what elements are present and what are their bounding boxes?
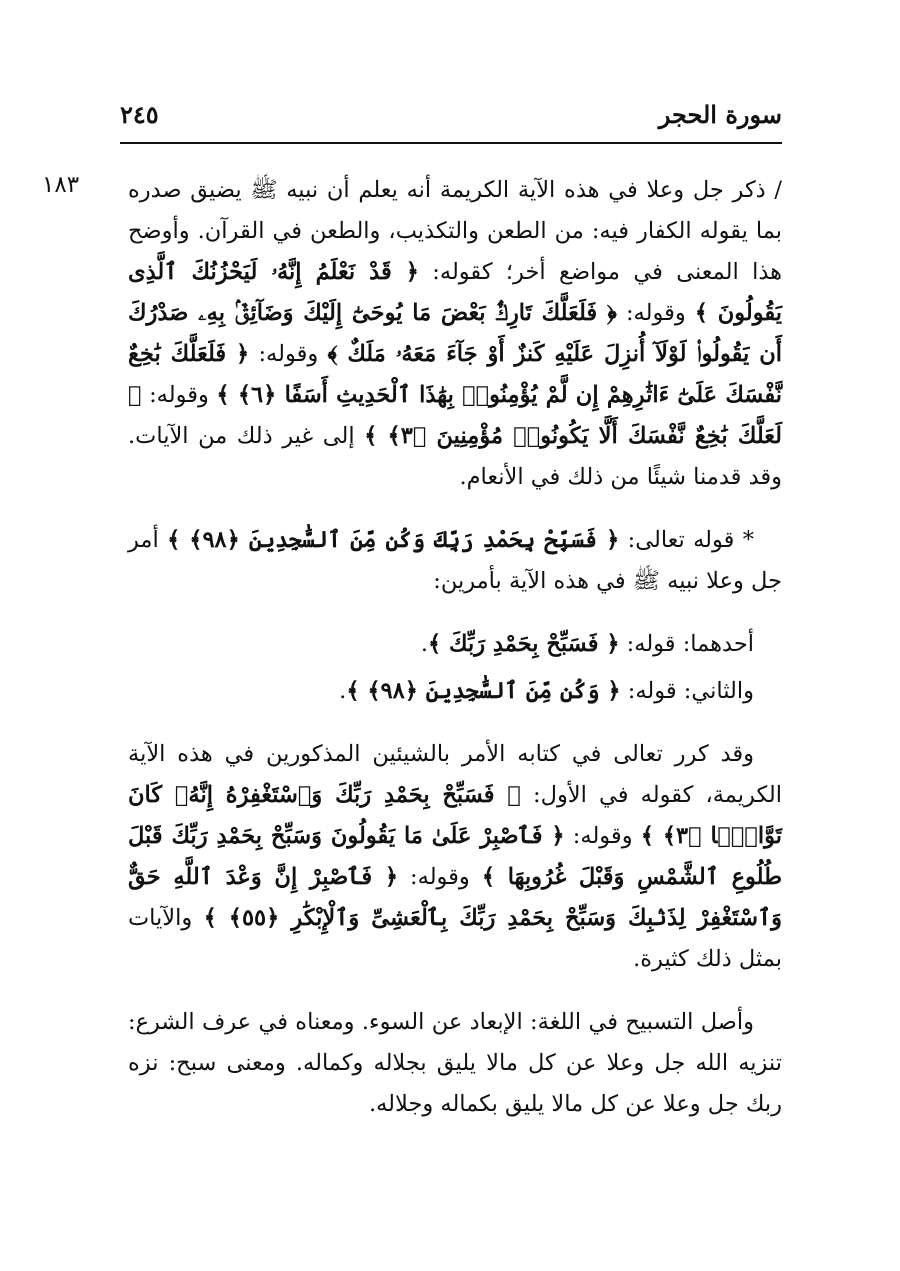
- quran-verse: ﴿ فَسَبِّحْ بِحَمْدِ رَبِّكَ وَٱسْتَغْفِرْهُ إِنَّهُۥ كَانَ تَوَّابًۢا ﴿٣﴾ ﴾: [128, 782, 782, 849]
- paragraph-text: أحدهما: قوله:: [619, 631, 754, 657]
- paragraph: [128, 734, 782, 980]
- paragraph-text: والثاني: قوله:: [620, 678, 754, 704]
- paragraph-text: وقوله:: [141, 382, 217, 408]
- paragraph: [128, 624, 782, 665]
- paragraph: [128, 1002, 782, 1125]
- body-text: [128, 170, 782, 1147]
- surah-title: سورة الحجر: [658, 100, 782, 129]
- paragraph-text: .: [420, 631, 428, 657]
- quran-verse: ﴿ قَدْ نَعْلَمُ إِنَّهُۥ لَيَحْزُنُكَ ٱلَّذِى يَقُولُونَ ﴾: [128, 259, 782, 326]
- paragraph: [128, 520, 782, 602]
- quran-verse: ﴿ لَعَلَّكَ بَٰخِعٌ نَّفْسَكَ أَلَّا يَكُونُوا۟ مُؤْمِنِينَ ﴿٣﴾ ﴾: [128, 382, 782, 449]
- quran-verse: ﴿ فَٱصْبِرْ إِنَّ وَعْدَ ٱللَّهِ حَقٌّ وَٱسْتَغْفِرْ لِذَنۢبِكَ وَسَبِّحْ بِحَمْدِ رَبِّكَ بِٱلْعَشِىِّ وَٱلْإِبْكَٰرِ ﴿٥٥﴾ ﴾: [128, 864, 782, 931]
- paragraph-text: وقوله:: [616, 300, 695, 326]
- quran-verse: ﴿ فَلَعَلَّكَ تَارِكٌۢ بَعْضَ مَا يُوحَىٰٓ إِلَيْكَ وَضَآئِقٌۢ بِهِۦ صَدْرُكَ أَن يَقُولُوا۟ لَوْلَآ أُنزِلَ عَلَيْهِ كَنزٌ أَوْ جَآءَ مَعَهُۥ مَلَكٌ ﴾: [128, 300, 782, 367]
- quran-verse: ﴿ فَلَعَلَّكَ بَٰخِعٌ نَّفْسَكَ عَلَىٰٓ ءَاثَٰرِهِمْ إِن لَّمْ يُؤْمِنُوا۟ بِهَٰذَا ٱلْحَدِيثِ أَسَفًا ﴿٦﴾ ﴾: [128, 341, 782, 408]
- paragraph: [128, 671, 782, 712]
- paragraph-text: وقوله:: [564, 823, 641, 849]
- paragraph-text: / ذكر جل وعلا في هذه الآية الكريمة أنه يعلم أن نبيه ﷺ يضيق صدره بما يقوله الكفار فيه: من الطعن والتكذيب، والطعن في القرآن. وأوضح هذا المعنى في مواضع أخر؛ كقوله:: [128, 177, 782, 285]
- paragraph-text: وقد كرر تعالى في كتابه الأمر بالشيئين المذكورين في هذه الآية الكريمة، كقوله في الأول:: [128, 741, 782, 808]
- paragraph-text: والآيات بمثل ذلك كثيرة.: [128, 905, 782, 972]
- page-header: [120, 100, 782, 146]
- header-rule: [120, 142, 782, 144]
- paragraph-text: * قوله تعالى:: [619, 527, 754, 553]
- page-number: ٢٤٥: [120, 100, 159, 129]
- paragraph-text: إلى غير ذلك من الآيات. وقد قدمنا شيئًا من ذلك في الأنعام.: [128, 423, 782, 490]
- quran-verse: ﴿ وَكُن مِّنَ ٱلسَّٰجِدِينَ ﴿٩٨﴾ ﴾: [346, 678, 621, 704]
- paragraph-text: أمر جل وعلا نبيه ﷺ في هذه الآية بأمرين:: [128, 527, 782, 594]
- paragraph: [128, 170, 782, 498]
- paragraph-text: .: [339, 678, 347, 704]
- paragraph-text: وقوله:: [249, 341, 328, 367]
- margin-page-number: ١٨٣: [42, 172, 80, 198]
- quran-verse: ﴿ فَسَبِّحْ بِحَمْدِ رَبِّكَ ﴾: [427, 631, 620, 657]
- paragraph-text: وقوله:: [398, 864, 482, 890]
- paragraph-text: وأصل التسبيح في اللغة: الإبعاد عن السوء. ومعناه في عرف الشرع: تنزيه الله جل وعلا عن كل مالا يليق بجلاله وكماله. ومعنى سبح: نزه ربك جل وعلا عن كل مالا يليق بكماله وجلاله.: [128, 1009, 782, 1117]
- quran-verse: ﴿ فَٱصْبِرْ عَلَىٰ مَا يَقُولُونَ وَسَبِّحْ بِحَمْدِ رَبِّكَ قَبْلَ طُلُوعِ ٱلشَّمْسِ وَقَبْلَ غُرُوبِهَا ﴾: [128, 823, 782, 890]
- quran-verse: ﴿ فَسَبِّحْ بِحَمْدِ رَبِّكَ وَكُن مِّنَ ٱلسَّٰجِدِينَ ﴿٩٨﴾ ﴾: [167, 527, 620, 553]
